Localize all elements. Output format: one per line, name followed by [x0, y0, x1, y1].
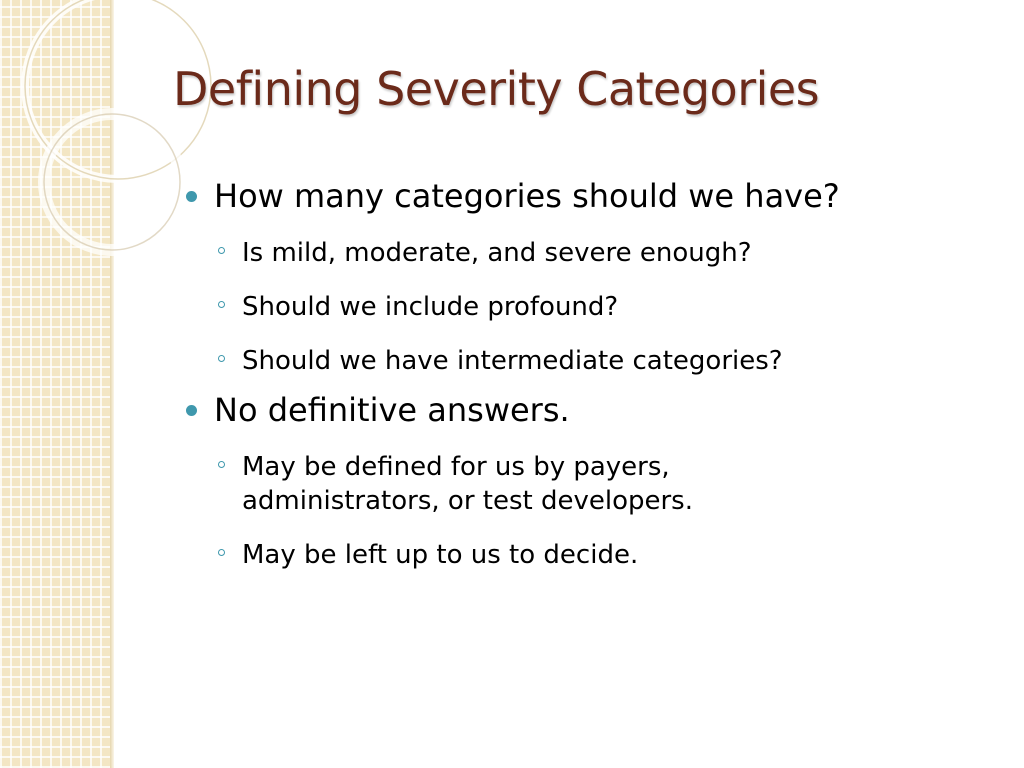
- sub-bullet-ring-icon: [218, 355, 225, 362]
- sub-bullet-text: Should we have intermediate categories?: [242, 346, 783, 376]
- sub-bullet-item: [242, 538, 980, 572]
- sub-bullet-text: May be left up to us to decide.: [242, 540, 639, 570]
- sub-bullet-ring-icon: [218, 247, 225, 254]
- sub-bullet-ring-icon: [218, 301, 225, 308]
- sub-bullet-item: [242, 344, 980, 378]
- sub-bullet-text: Is mild, moderate, and severe enough?: [242, 238, 752, 268]
- sub-bullet-ring-icon: [218, 461, 225, 468]
- sub-bullet-item: [242, 236, 980, 270]
- bullet-dot-icon: [186, 191, 197, 202]
- sub-bullet-text: Should we include profound?: [242, 292, 619, 322]
- bullet-list: [180, 170, 980, 572]
- bullet-dot-icon: [186, 405, 197, 416]
- sub-bullet-ring-icon: [218, 549, 225, 556]
- slide-title: Defining Severity Categories: [173, 62, 820, 116]
- bullet-item: [180, 176, 980, 216]
- sub-bullet-item: [242, 290, 980, 324]
- bullet-item: [180, 390, 980, 430]
- sub-bullet-text: May be defined for us by payers, administrators, or test developers.: [242, 452, 693, 516]
- sub-bullet-item: [242, 450, 980, 518]
- bullet-text: How many categories should we have?: [214, 177, 840, 215]
- bullet-text: No definitive answers.: [214, 391, 570, 429]
